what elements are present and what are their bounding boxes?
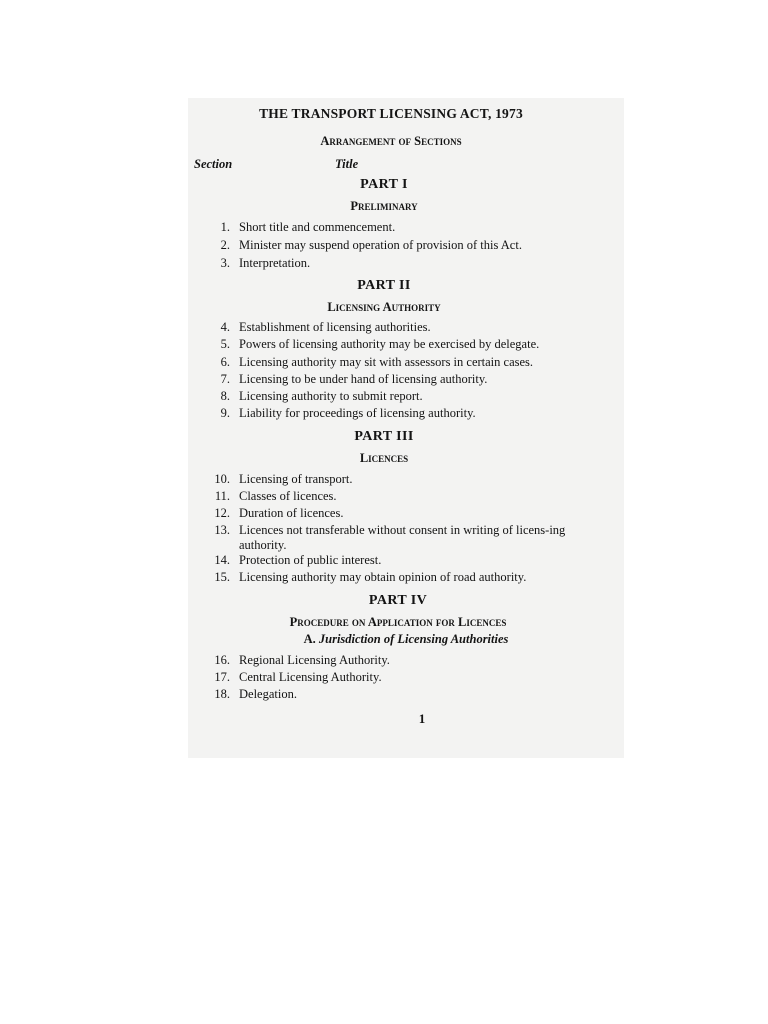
subheading-letter: A. [303,632,316,646]
section-title: Licensing authority may sit with assessors in certain cases. [239,355,534,369]
subheading-title: Jurisdiction of Licensing Authorities [318,632,509,646]
section-number: 3. [220,256,230,270]
section-number: 6. [220,355,230,369]
subheading [304,632,509,647]
document-title: THE TRANSPORT LICENSING ACT, 1973 [259,106,523,121]
part-label: PART II [357,278,411,293]
section-title: Establishment of licensing authorities. [239,320,431,334]
part-label: PART I [360,177,408,192]
part-heading: Preliminary [350,199,418,213]
section-title: Delegation. [239,687,297,701]
page-number: 1 [418,711,426,726]
section-number: 7. [220,372,230,386]
section-title: Central Licensing Authority. [239,670,382,684]
section-title: Licences not transferable without consent in writing of licens-ing authority. [239,523,566,552]
section-title: Duration of licences. [239,506,344,520]
section-title: Licensing of transport. [239,472,353,486]
column-header-title: Title [335,157,359,171]
part-heading: Licences [359,451,409,465]
section-number: 5. [220,337,230,351]
column-header-section: Section [194,157,233,171]
section-number: 16. [214,653,230,667]
section-number: 11. [214,489,230,503]
section-number: 2. [220,238,230,252]
section-title: Protection of public interest. [239,553,382,567]
section-number: 13. [214,523,230,537]
section-number: 15. [214,570,230,584]
part-heading: Procedure on Application for Licences [289,615,507,629]
section-number: 9. [220,406,230,420]
section-title: Powers of licensing authority may be exercised by delegate. [239,337,540,351]
section-number: 10. [214,472,230,486]
section-number: 14. [214,553,230,567]
part-heading: Licensing Authority [327,300,441,314]
part-label: PART IV [368,593,428,608]
section-number: 12. [214,506,230,520]
section-title: Licensing to be under hand of licensing authority. [239,372,488,386]
section-number: 8. [220,389,230,403]
part-label: PART III [354,429,414,444]
section-title: Licensing authority may obtain opinion of road authority. [239,570,527,584]
section-number: 18. [214,687,230,701]
section-title: Interpretation. [239,256,311,270]
document-subtitle: Arrangement of Sections [320,134,462,148]
section-title: Minister may suspend operation of provision of this Act. [239,238,522,252]
section-title: Licensing authority to submit report. [239,389,423,403]
section-title: Classes of licences. [239,489,337,503]
section-title: Liability for proceedings of licensing authority. [239,406,476,420]
section-number: 17. [214,670,230,684]
section-title: Regional Licensing Authority. [239,653,390,667]
section-number: 4. [220,320,230,334]
section-number: 1. [220,220,230,234]
section-title: Short title and commencement. [239,220,396,234]
